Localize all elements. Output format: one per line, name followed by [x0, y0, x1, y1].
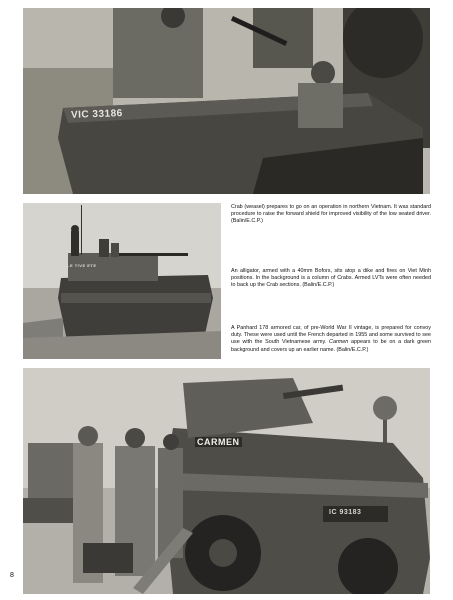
crab-hull-marking: VIC 33186: [70, 108, 123, 121]
alligator-marking: LE TIVE ETE: [67, 263, 97, 268]
caption-panhard-text-2: appears to be on a dark green background and covers up an earlier name. (Balin/E.C.P.): [231, 339, 431, 353]
caption-alligator: An alligator, armed with a 40mm Bofors, sits atop a dike and fires on Viet Minh positions. In the background is a column of Crabs. Armed LVTs were often needed to back up the Crab sections. (Balin/E.C.P.): [231, 268, 431, 289]
panhard-plate: IC 93183: [329, 509, 362, 516]
photo-crab-weasel: [23, 8, 430, 194]
caption-panhard-vehicle-name: Carmen: [329, 339, 349, 346]
caption-panhard-text-1: A Panhard 178 armored car, of pre-World War II vintage, is prepared for convoy duty. These were used until the French departed in 1955 and some survived to see use with the South Vietnamese army.: [231, 325, 431, 346]
page-number: 8: [10, 572, 14, 579]
photo-panhard-armored-car: [23, 368, 430, 594]
panhard-name-marking: CARMEN: [197, 437, 240, 447]
caption-crab: Crab (weasel) prepares to go on an operation in northern Vietnam. It was standard procedure to raise the forward shield for improved visibility of the low seated driver. (Balin/E.C.P.): [231, 204, 431, 225]
photo-alligator: [23, 203, 221, 359]
caption-panhard: [231, 325, 431, 354]
